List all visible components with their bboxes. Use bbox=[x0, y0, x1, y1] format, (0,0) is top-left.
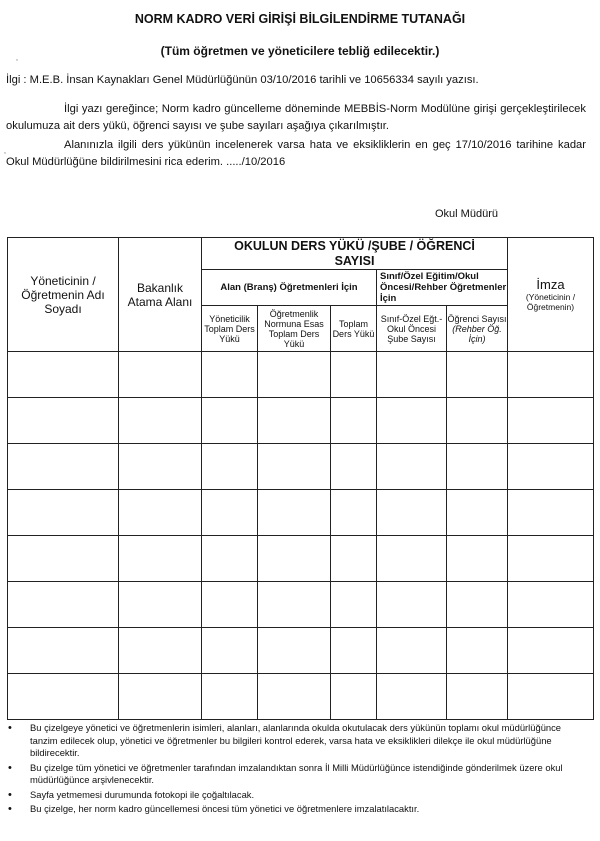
table-cell bbox=[202, 444, 258, 490]
table-cell bbox=[8, 352, 119, 398]
paragraph-2 bbox=[6, 137, 586, 171]
header-sinif: Sınıf/Özel Eğitim/Okul Öncesi/Rehber Öğretmenler İçin bbox=[377, 270, 508, 306]
table-cell bbox=[202, 398, 258, 444]
scan-mark: , bbox=[4, 148, 6, 155]
header-bakanlik: Bakanlık Atama Alanı bbox=[119, 238, 202, 352]
table-cell bbox=[377, 628, 447, 674]
paragraph-2-text: Alanınızla ilgili ders yükünün incelenerek varsa hata ve eksikliklerin en geç 17/10/2016 tarihine kadar Okul Müdürlüğüne bildirilmesini rica ederim. ...../10/2016 bbox=[6, 139, 586, 168]
header-alan: Alan (Branş) Öğretmenleri İçin bbox=[202, 270, 377, 306]
table-cell bbox=[508, 398, 594, 444]
table-cell bbox=[447, 490, 508, 536]
table-cell bbox=[508, 674, 594, 720]
table-cell bbox=[202, 536, 258, 582]
table-cell bbox=[447, 352, 508, 398]
table-cell bbox=[377, 536, 447, 582]
table-cell bbox=[331, 582, 377, 628]
ogrenci-note: (Rehber Öğ. İçin) bbox=[452, 323, 502, 344]
table-cell bbox=[8, 444, 119, 490]
table-cell bbox=[258, 444, 331, 490]
table-row bbox=[8, 398, 594, 444]
table-cell bbox=[8, 398, 119, 444]
header-imza bbox=[508, 238, 594, 352]
document-title: NORM KADRO VERİ GİRİŞİ BİLGİLENDİRME TUTANAĞI bbox=[134, 12, 466, 26]
scan-mark: , bbox=[16, 55, 18, 62]
table-row bbox=[8, 352, 594, 398]
norm-staff-table bbox=[7, 237, 594, 720]
table-cell bbox=[8, 674, 119, 720]
ogrenci-title: Öğrenci Sayısı bbox=[447, 313, 507, 324]
table-cell bbox=[447, 582, 508, 628]
note-item: • Sayfa yetmemesi durumunda fotokopi ile çoğaltılacak. bbox=[30, 789, 590, 802]
table-cell bbox=[377, 444, 447, 490]
table-cell bbox=[202, 352, 258, 398]
table-row bbox=[8, 674, 594, 720]
table-cell bbox=[447, 536, 508, 582]
table-cell bbox=[447, 444, 508, 490]
reference-line: İlgi : M.E.B. İnsan Kaynakları Genel Müdürlüğünün 03/10/2016 tarihli ve 10656334 sayılı yazısı. bbox=[6, 74, 479, 86]
table-cell bbox=[377, 352, 447, 398]
table-cell bbox=[447, 674, 508, 720]
notes bbox=[30, 722, 590, 818]
table-cell bbox=[119, 398, 202, 444]
table-body bbox=[8, 352, 594, 720]
table-cell bbox=[331, 398, 377, 444]
note-item: • Bu çizelgeye yönetici ve öğretmenlerin isimleri, alanları, alanlarında okulda okutulacak ders yükünün toplamı okul müdürlüğünce tanzim edilecek olup, yönetici ve öğretmenler bu bilgileri kontrol ederek, varsa hata ve eksiklikleri dilekçe ile okul müdürlüğüne bildirecektir. bbox=[30, 722, 590, 760]
table-cell bbox=[119, 352, 202, 398]
table-cell bbox=[447, 628, 508, 674]
table-row bbox=[8, 628, 594, 674]
table-cell bbox=[8, 582, 119, 628]
imza-title: İmza bbox=[536, 277, 565, 292]
table-cell bbox=[508, 628, 594, 674]
table-cell bbox=[331, 536, 377, 582]
note-item: • Bu çizelge, her norm kadro güncellemesi öncesi tüm yönetici ve öğretmenlere imzalatılacaktır. bbox=[30, 803, 590, 816]
table-cell bbox=[508, 352, 594, 398]
header-yonetici-ders: Yöneticilik Toplam Ders Yükü bbox=[202, 306, 258, 352]
table-cell bbox=[119, 490, 202, 536]
table-row bbox=[8, 536, 594, 582]
table-row bbox=[8, 490, 594, 536]
header-ogrenci-sayisi bbox=[447, 306, 508, 352]
paragraph-1-text: İlgi yazı gereğince; Norm kadro güncelleme döneminde MEBBİS-Norm Modülüne girişi gerçekleştirilecek okulumuza ait ders yükü, öğrenci sayısı ve şube sayıları aşağıya çıkarılmıştır. bbox=[6, 103, 586, 132]
table-cell bbox=[202, 674, 258, 720]
table-cell bbox=[331, 628, 377, 674]
table-cell bbox=[119, 444, 202, 490]
table-cell bbox=[119, 628, 202, 674]
table-cell bbox=[508, 444, 594, 490]
table-cell bbox=[258, 536, 331, 582]
table-cell bbox=[447, 398, 508, 444]
table-cell bbox=[508, 582, 594, 628]
table-cell bbox=[331, 444, 377, 490]
table-cell bbox=[331, 352, 377, 398]
table-cell bbox=[202, 628, 258, 674]
table-cell bbox=[119, 536, 202, 582]
header-toplam-ders: Toplam Ders Yükü bbox=[331, 306, 377, 352]
table-cell bbox=[258, 398, 331, 444]
table-cell bbox=[8, 628, 119, 674]
note-item: • Bu çizelge tüm yönetici ve öğretmenler tarafından imzalandıktan sonra İl Milli Müdürlüğünce istendiğinde gönderilmek üzere okul müdürlüğünce arşivlenecektir. bbox=[30, 762, 590, 787]
table-cell bbox=[377, 674, 447, 720]
table-cell bbox=[508, 536, 594, 582]
table-cell bbox=[202, 582, 258, 628]
imza-note: (Yöneticinin / Öğretmenin) bbox=[525, 292, 576, 312]
table-cell bbox=[8, 536, 119, 582]
table-cell bbox=[258, 628, 331, 674]
table-row bbox=[8, 444, 594, 490]
header-group: OKULUN DERS YÜKÜ /ŞUBE / ÖĞRENCİ SAYISI bbox=[202, 238, 508, 270]
table-cell bbox=[258, 674, 331, 720]
table-cell bbox=[331, 674, 377, 720]
table-cell bbox=[508, 490, 594, 536]
table-cell bbox=[119, 674, 202, 720]
header-name: Yöneticinin / Öğretmenin Adı Soyadı bbox=[8, 238, 119, 352]
table-row bbox=[8, 582, 594, 628]
table-cell bbox=[377, 582, 447, 628]
table-cell bbox=[119, 582, 202, 628]
table-cell bbox=[331, 490, 377, 536]
document-subtitle: (Tüm öğretmen ve yöneticilere tebliğ edilecektir.) bbox=[160, 44, 440, 58]
table-cell bbox=[377, 398, 447, 444]
table-cell bbox=[258, 582, 331, 628]
paragraph-1 bbox=[6, 101, 586, 135]
table-cell bbox=[202, 490, 258, 536]
table-cell bbox=[258, 352, 331, 398]
header-sube-sayisi: Sınıf-Özel Eğt.-Okul Öncesi Şube Sayısı bbox=[377, 306, 447, 352]
header-ogretmenlik-ders: Öğretmenlik Normuna Esas Toplam Ders Yükü bbox=[258, 306, 331, 352]
table-cell bbox=[8, 490, 119, 536]
table-cell bbox=[377, 490, 447, 536]
principal-signature-label: Okul Müdürü bbox=[435, 208, 498, 220]
table-cell bbox=[258, 490, 331, 536]
